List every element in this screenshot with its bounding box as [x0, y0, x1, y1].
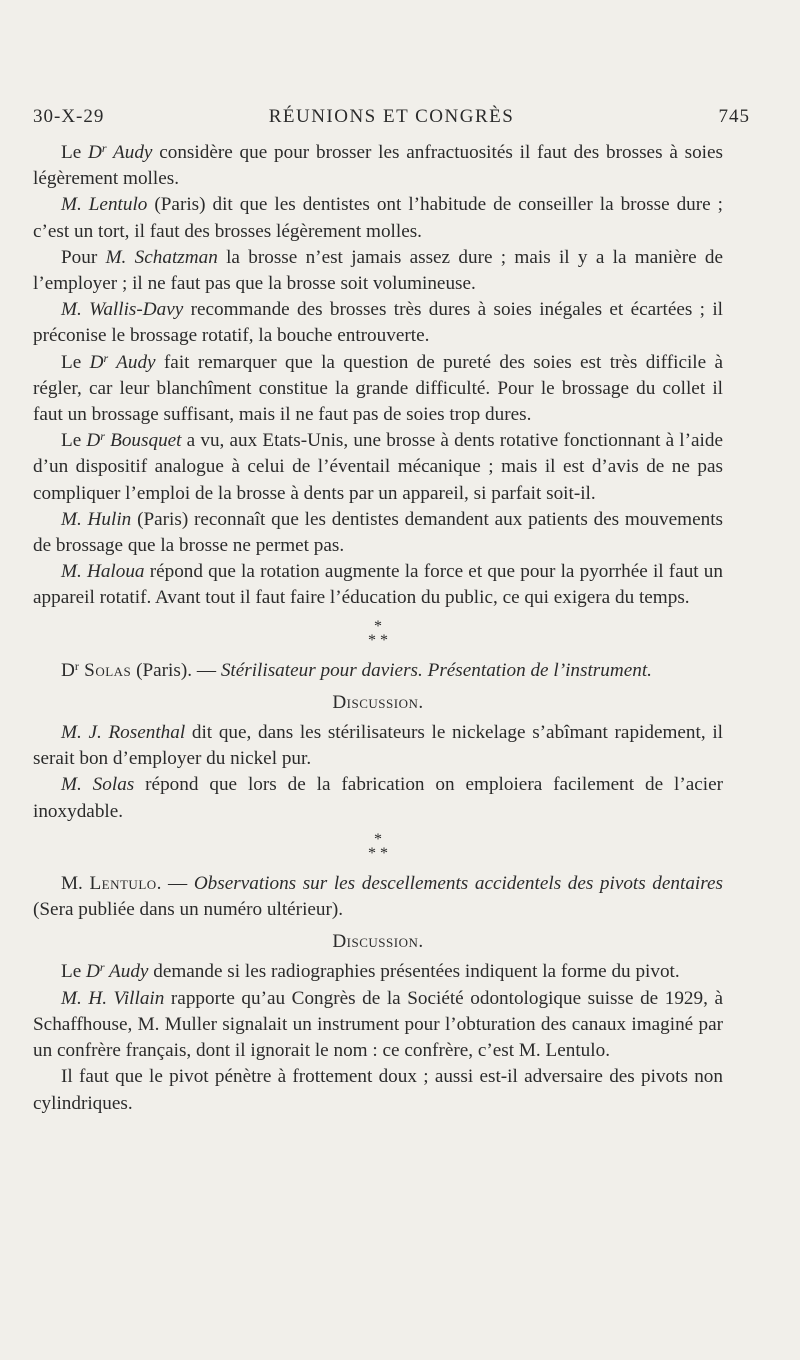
section-separator: * * *	[368, 617, 388, 649]
page-body	[33, 140, 723, 1117]
header-section-title: RÉUNIONS ET CONGRÈS	[268, 106, 515, 127]
paragraph: M. Solas répond que lors de la fabrication on emploiera facilement de l’acier inoxydable.	[33, 774, 723, 822]
page-number: 745	[718, 106, 750, 127]
section-separator: * * *	[368, 830, 388, 862]
paragraph: Il faut que le pivot pénètre à frottement doux ; aussi est-il adversaire des pivots non cylindriques.	[33, 1066, 723, 1114]
paragraph: M. Wallis-Davy recommande des brosses très dures à soies inégales et écartées ; il préconise le brossage rotatif, la bouche entrouverte.	[33, 299, 723, 347]
paragraph: Pour M. Schatzman la brosse n’est jamais assez dure ; mais il y a la manière de l’employer ; il ne faut pas que la brosse soit volumineuse.	[33, 246, 724, 295]
discussion-heading: Discussion.	[332, 691, 424, 713]
communication-heading: M. Lentulo. — Observations sur les descellements accidentels des pivots dentaires (Sera publiée dans un numéro ultérieur).	[33, 872, 724, 921]
paragraph: M. Haloua répond que la rotation augmente la force et que pour la pyorrhée il faut un appareil rotatif. Avant tout il faut faire l’éducation du public, ce qui exigera du temps.	[33, 561, 723, 609]
paragraph: Le $D^r$ Bousquet a vu, aux Etats-Unis, une brosse à dents rotative fonctionnant à l’aide d’un dispositif analogue à celui de l’éventail mécanique ; mais il est d’avis de ne pas compliquer l’emploi de la brosse à dents par un appareil, si parfait soit-il.	[33, 429, 723, 504]
running-header	[33, 100, 750, 130]
communication-heading: $D^r$ Solas (Paris). — Stérilisateur pour daviers. Présentation de l’instrument.	[61, 658, 652, 681]
paragraph: M. J. Rosenthal dit que, dans les stérilisateurs le nickelage s’abîmant rapidement, il serait bon d’employer du nickel pur.	[33, 722, 723, 770]
paragraph: Le $D^r$ Audy demande si les radiographies présentées indiquent la forme du pivot.	[61, 960, 680, 983]
paragraph: M. H. Villain rapporte qu’au Congrès de la Société odontologique suisse de 1929, à Schaffhouse, M. Muller signalait un instrument pour l’obturation des canaux imaginé par un confrère français, dont il ignorait le nom : ce confrère, c’est M. Lentulo.	[33, 987, 723, 1062]
paragraph: Le $D^r$ Audy fait remarquer que la question de pureté des soies est très difficile à régler, car leur blanchîment constitue la grande difficulté. Pour le brossage du collet il faut un brossage suffisant, mais il ne faut pas de soies trop dures.	[33, 350, 724, 426]
paragraph: Le $D^r$ Audy considère que pour brosser les anfractuosités il faut des brosses à soies légèrement molles.	[33, 141, 723, 190]
paragraph: M. Lentulo (Paris) dit que les dentistes ont l’habitude de conseiller la brosse dure ; c’est un tort, il faut des brosses légèrement molles.	[33, 194, 723, 242]
discussion-heading: Discussion.	[332, 931, 424, 953]
paragraph: M. Hulin (Paris) reconnaît que les dentistes demandent aux patients des mouvements de brossage que la brosse ne permet pas.	[33, 508, 723, 557]
header-date: 30-X-29	[33, 106, 105, 127]
